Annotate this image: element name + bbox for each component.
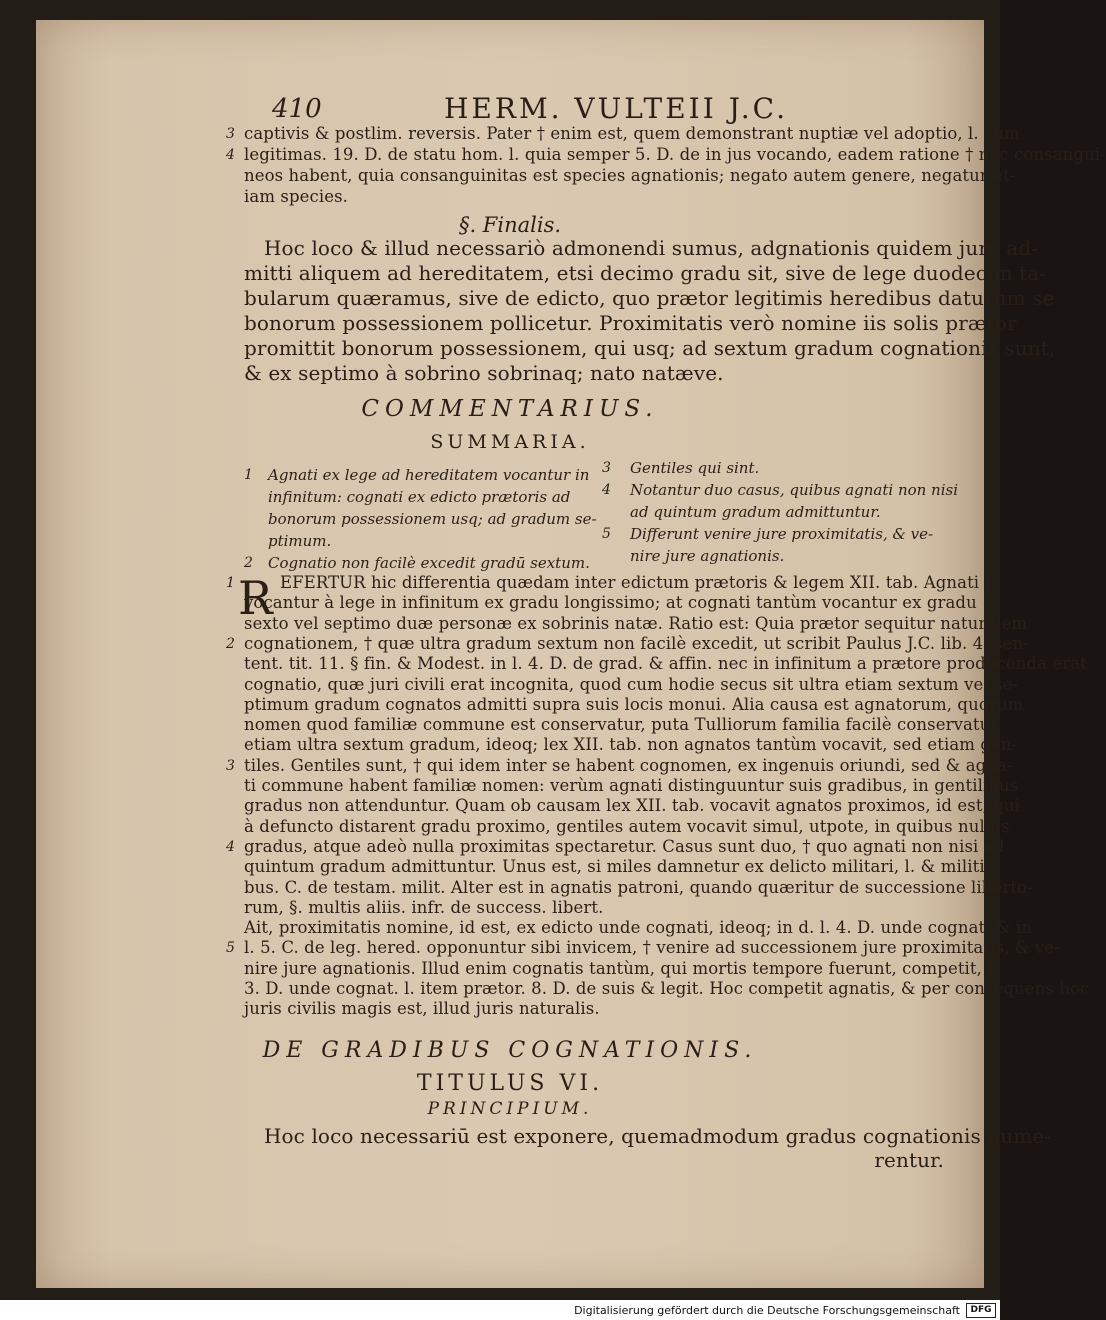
running-title: HERM. VULTEII J.C. bbox=[444, 92, 788, 125]
text-line: etiam ultra sextum gradum, ideoq; lex XII. tab. non agnatos tantùm vocavit, sed etiam gen- bbox=[244, 735, 1018, 755]
text-line: & ex septimo à sobrino sobrinaq; nato natæve. bbox=[244, 361, 724, 385]
text-line: legitimas. 19. D. de statu hom. l. quia semper 5. D. de in jus vocando, eadem ratione † nec consangui- bbox=[244, 145, 1106, 164]
text-line: gradus non attenduntur. Quam ob causam lex XII. tab. vocavit agnatos proximos, id est, qui bbox=[244, 796, 1021, 816]
text-line: bus. C. de testam. milit. Alter est in agnatis patroni, quando quæritur de successione liberto- bbox=[244, 877, 1033, 897]
text-line: bonorum possessionem pollicetur. Proximitatis verò nomine iis solis prætor bbox=[244, 311, 1017, 335]
text-line: nire jure agnationis. Illud enim cognatis tantùm, qui mortis tempore fuerunt, competit, l. bbox=[244, 958, 999, 978]
text-line: rum, §. multis aliis. infr. de success. libert. bbox=[244, 897, 604, 917]
text-line: cognationem, † quæ ultra gradum sextum non facilè excedit, ut scribit Paulus J.C. lib. 4. sen- bbox=[244, 633, 1029, 653]
text-line: ti commune habent familiæ nomen: verùm agnati distinguuntur suis gradibus, in gentilibus bbox=[244, 776, 1019, 795]
summary-line: Gentiles qui sint. bbox=[630, 459, 760, 477]
summaria-heading: SUMMARIA. bbox=[430, 431, 590, 453]
summary-line: Notantur duo casus, quibus agnati non nisi bbox=[630, 481, 959, 499]
text-line: mitti aliquem ad hereditatem, etsi decimo gradu sit, sive de lege duodecim ta- bbox=[244, 261, 1047, 285]
text-line: à defuncto distarent gradu proximo, gentiles autem vocavit simul, utpote, in quibus nullus bbox=[244, 816, 1010, 836]
text-line: Ait, proximitatis nomine, id est, ex edicto unde cognati, ideoq; in d. l. 4. D. unde cognat. & in bbox=[244, 918, 1033, 938]
text-line: quintum gradum admittuntur. Unus est, si miles damnetur ex delicto militari, l. & militi- bbox=[244, 857, 991, 877]
text-line: neos habent, quia consanguinitas est species agnationis; negato autem genere, negatur et- bbox=[244, 166, 1016, 185]
summary-line: Differunt venire jure proximitatis, & ve- bbox=[630, 525, 934, 543]
dfg-logo: DFG bbox=[966, 1303, 996, 1318]
margin-number: 4 bbox=[226, 838, 235, 855]
text-line: ptimum gradum cognatos admitti supra suis locis monui. Alia causa est agnatorum, quorum bbox=[244, 694, 1024, 714]
commentarius-heading: COMMENTARIUS. bbox=[361, 396, 659, 422]
margin-number: 4 bbox=[226, 147, 235, 163]
summary-line: ptimum. bbox=[268, 532, 332, 550]
margin-number: 4 bbox=[602, 482, 611, 498]
summary-line: nire jure agnationis. bbox=[630, 547, 785, 565]
text-line: rentur. bbox=[874, 1148, 944, 1172]
margin-number: 1 bbox=[244, 467, 253, 483]
text-line: l. 5. C. de leg. hered. opponuntur sibi invicem, † venire ad successionem jure proximitatis, & ve- bbox=[244, 938, 1060, 958]
summary-line: Cognatio non facilè excedit gradū sextum. bbox=[268, 554, 590, 572]
page-number: 410 bbox=[272, 94, 322, 124]
titulus-heading: TITULUS VI. bbox=[416, 1071, 604, 1096]
summary-line: infinitum: cognati ex edicto prætoris ad bbox=[268, 488, 571, 506]
text-line: Hoc loco necessariū est exponere, quemadmodum gradus cognationis nume- bbox=[264, 1124, 1052, 1148]
margin-number: 5 bbox=[226, 940, 235, 957]
summary-line: ad quintum gradum admittuntur. bbox=[630, 503, 881, 521]
text-line: sexto vel septimo duæ personæ ex sobrinis natæ. Ratio est: Quia prætor sequitur naturalem bbox=[244, 613, 1028, 633]
summary-line: bonorum possessionem usq; ad gradum se- bbox=[268, 510, 597, 528]
section-title-finalis: §. Finalis. bbox=[458, 213, 562, 237]
text-line: tiles. Gentiles sunt, † qui idem inter se habent cognomen, ex ingenuis oriundi, sed & agna- bbox=[244, 755, 1013, 775]
footer-credit: Digitalisierung gefördert durch die Deutsche Forschungsgemeinschaft bbox=[574, 1303, 960, 1317]
margin-number: 5 bbox=[602, 526, 611, 542]
text-line: gradus, atque adeò nulla proximitas spectaretur. Casus sunt duo, † quo agnati non nisi ad bbox=[244, 836, 1005, 856]
margin-number: 2 bbox=[226, 635, 235, 652]
principium-heading: PRINCIPIUM. bbox=[427, 1099, 593, 1119]
text-line: cognatio, quæ juri civili erat incognita, quod cum hodie secus sit ultra etiam sextum vel se- bbox=[244, 674, 1019, 694]
digitization-footer bbox=[0, 1300, 1000, 1320]
text-line: Hoc loco & illud necessariò admonendi sumus, adgnationis quidem jure ad- bbox=[264, 236, 1039, 260]
book-page bbox=[36, 20, 1106, 1288]
text-line: juris civilis magis est, illud juris naturalis. bbox=[244, 999, 600, 1019]
text-line: promittit bonorum possessionem, qui usq; ad sextum gradum cognationis sunt, bbox=[244, 336, 1056, 360]
summary-line: Agnati ex lege ad hereditatem vocantur in bbox=[268, 466, 590, 484]
text-line: captivis & postlim. reversis. Pater † enim est, quem demonstrant nuptiæ vel adoptio, l. cum bbox=[244, 124, 1020, 143]
text-line: nomen quod familiæ commune est conservatur, puta Tulliorum familia facilè conservatur bbox=[244, 715, 999, 735]
text-line: tent. tit. 11. § fin. & Modest. in l. 4. D. de grad. & affin. nec in infinitum a prætore producenda erat bbox=[244, 654, 1087, 674]
text-line: EFERTUR hic differentia quædam inter edictum prætoris & legem XII. tab. Agnati † bbox=[280, 573, 993, 592]
margin-number: 2 bbox=[244, 555, 253, 571]
de-gradibus-heading: DE GRADIBUS COGNATIONIS. bbox=[262, 1038, 758, 1063]
margin-number: 3 bbox=[226, 126, 235, 142]
text-line: 3. D. unde cognat. l. item prætor. 8. D. de suis & legit. Hoc competit agnatis, & per consequens hoc bbox=[244, 979, 1090, 998]
drop-cap-letter: R bbox=[238, 571, 273, 625]
text-line: bularum quæramus, sive de edicto, quo prætor legitimis heredibus daturum se bbox=[244, 286, 1055, 310]
margin-number: 1 bbox=[226, 575, 235, 591]
margin-number: 3 bbox=[602, 460, 611, 476]
text-line: iam species. bbox=[244, 187, 348, 206]
margin-number: 3 bbox=[226, 757, 235, 774]
text-line: vocantur à lege in infinitum ex gradu longissimo; at cognati tantùm vocantur ex gradu bbox=[244, 593, 977, 613]
